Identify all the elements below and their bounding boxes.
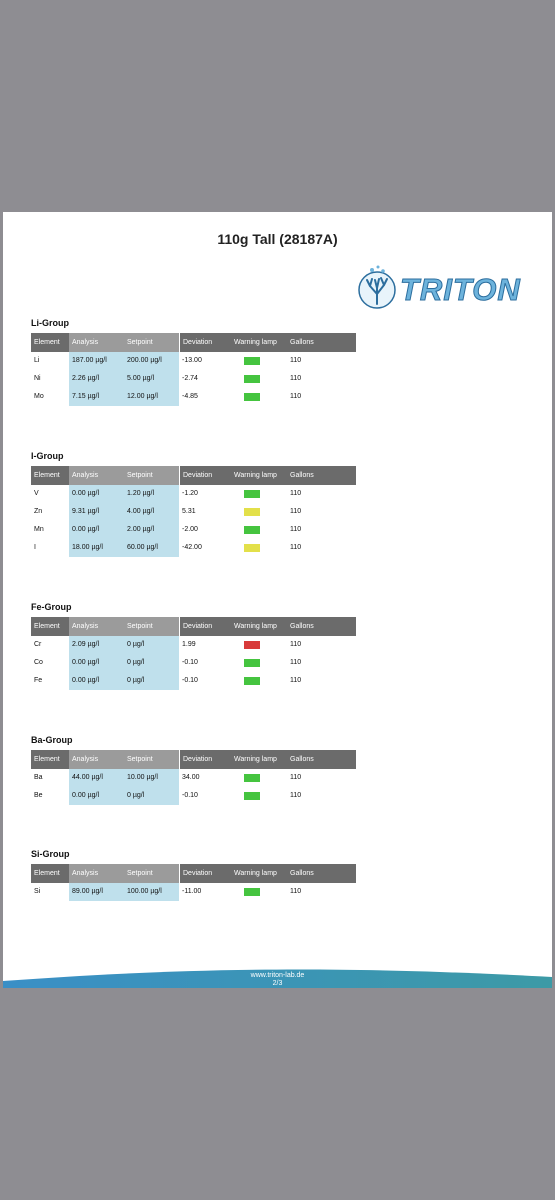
analysis-cell: 9.31 µg/l (69, 503, 124, 521)
deviation-cell: -11.00 (182, 888, 202, 895)
group-li-group (31, 317, 356, 406)
column-header: Setpoint (124, 466, 179, 485)
analysis-cell: 7.15 µg/l (69, 388, 124, 406)
column-header: Deviation (179, 750, 231, 769)
element-cell: Ni (34, 375, 41, 382)
element-cell: Li (34, 357, 40, 364)
column-header: Deviation (179, 466, 231, 485)
gallons-cell: 110 (290, 375, 302, 382)
column-header: Analysis (69, 333, 124, 352)
warning-lamp-cell (231, 352, 287, 370)
column-header: Analysis (69, 466, 124, 485)
warning-lamp-red (244, 641, 260, 649)
element-cell: Mn (34, 526, 44, 533)
table-row (31, 672, 356, 690)
analysis-cell: 44.00 µg/l (69, 769, 124, 787)
table-row (31, 636, 356, 654)
triton-logo (356, 264, 521, 310)
table-row (31, 370, 356, 388)
column-header: Element (31, 466, 69, 485)
column-header: Analysis (69, 617, 124, 636)
group-title: Fe-Group (31, 602, 72, 612)
table-row (31, 388, 356, 406)
column-header: Warning lamp (231, 466, 287, 485)
column-header: Element (31, 333, 69, 352)
deviation-cell: -42.00 (182, 544, 202, 551)
analysis-cell: 0.00 µg/l (69, 672, 124, 690)
setpoint-cell: 200.00 µg/l (124, 352, 179, 370)
column-header: Gallons (287, 750, 356, 769)
warning-lamp-cell (231, 672, 287, 690)
table-row (31, 503, 356, 521)
table-row (31, 352, 356, 370)
deviation-cell: -0.10 (182, 659, 198, 666)
deviation-cell: -4.85 (182, 393, 198, 400)
group-title: Ba-Group (31, 735, 73, 745)
column-header: Setpoint (124, 750, 179, 769)
element-cell: Be (34, 792, 43, 799)
element-cell: Mo (34, 393, 44, 400)
column-header: Warning lamp (231, 864, 287, 883)
gallons-cell: 110 (290, 357, 302, 364)
setpoint-cell: 0 µg/l (124, 654, 179, 672)
setpoint-cell: 10.00 µg/l (124, 769, 179, 787)
warning-lamp-cell (231, 521, 287, 539)
group-i-group (31, 450, 356, 557)
group-fe-group (31, 601, 356, 690)
column-header: Deviation (179, 333, 231, 352)
deviation-cell: -0.10 (182, 792, 198, 799)
setpoint-cell: 0 µg/l (124, 636, 179, 654)
element-cell: Cr (34, 641, 42, 648)
analysis-cell: 2.09 µg/l (69, 636, 124, 654)
table-header (31, 617, 356, 636)
table-row (31, 485, 356, 503)
setpoint-cell: 60.00 µg/l (124, 539, 179, 557)
column-header: Element (31, 750, 69, 769)
table-row (31, 539, 356, 557)
setpoint-cell: 1.20 µg/l (124, 485, 179, 503)
analysis-cell: 89.00 µg/l (69, 883, 124, 901)
group-title: I-Group (31, 451, 64, 461)
element-cell: Ba (34, 774, 43, 781)
table-header (31, 750, 356, 769)
analysis-cell: 2.26 µg/l (69, 370, 124, 388)
column-header: Deviation (179, 864, 231, 883)
gallons-cell: 110 (290, 544, 302, 551)
deviation-cell: 5.31 (182, 508, 196, 515)
warning-lamp-green (244, 659, 260, 667)
column-header: Analysis (69, 864, 124, 883)
gallons-cell: 110 (290, 677, 302, 684)
column-header: Gallons (287, 864, 356, 883)
analysis-cell: 187.00 µg/l (69, 352, 124, 370)
footer-page-number: 2/3 (272, 980, 283, 987)
warning-lamp-yellow (244, 544, 260, 552)
setpoint-cell: 5.00 µg/l (124, 370, 179, 388)
deviation-cell: 34.00 (182, 774, 200, 781)
table-header (31, 333, 356, 352)
column-header: Warning lamp (231, 333, 287, 352)
table-row (31, 521, 356, 539)
gallons-cell: 110 (290, 792, 302, 799)
analysis-cell: 0.00 µg/l (69, 787, 124, 805)
analysis-cell: 0.00 µg/l (69, 485, 124, 503)
element-cell: Co (34, 659, 43, 666)
column-header: Setpoint (124, 864, 179, 883)
deviation-cell: -13.00 (182, 357, 202, 364)
setpoint-cell: 100.00 µg/l (124, 883, 179, 901)
setpoint-cell: 2.00 µg/l (124, 521, 179, 539)
group-title: Li-Group (31, 318, 69, 328)
warning-lamp-cell (231, 388, 287, 406)
setpoint-cell: 0 µg/l (124, 787, 179, 805)
deviation-cell: -0.10 (182, 677, 198, 684)
gallons-cell: 110 (290, 774, 302, 781)
element-cell: Zn (34, 508, 43, 515)
warning-lamp-green (244, 490, 260, 498)
element-cell: V (34, 490, 39, 497)
deviation-cell: -1.20 (182, 490, 198, 497)
logo-wordmark: TRITON (400, 272, 521, 307)
gallons-cell: 110 (290, 393, 302, 400)
column-header: Element (31, 617, 69, 636)
table-row (31, 769, 356, 787)
column-header: Warning lamp (231, 750, 287, 769)
gallons-cell: 110 (290, 508, 302, 515)
warning-lamp-green (244, 677, 260, 685)
warning-lamp-green (244, 792, 260, 800)
group-si-group (31, 848, 356, 901)
warning-lamp-cell (231, 370, 287, 388)
warning-lamp-green (244, 888, 260, 896)
column-header: Setpoint (124, 617, 179, 636)
analysis-cell: 0.00 µg/l (69, 654, 124, 672)
element-cell: Si (34, 888, 41, 895)
warning-lamp-green (244, 774, 260, 782)
setpoint-cell: 0 µg/l (124, 672, 179, 690)
warning-lamp-green (244, 393, 260, 401)
gallons-cell: 110 (290, 641, 302, 648)
column-header: Gallons (287, 333, 356, 352)
warning-lamp-cell (231, 539, 287, 557)
gallons-cell: 110 (290, 888, 302, 895)
warning-lamp-cell (231, 769, 287, 787)
warning-lamp-cell (231, 503, 287, 521)
footer-url[interactable]: www.triton-lab.de (250, 972, 305, 979)
deviation-cell: -2.74 (182, 375, 198, 382)
table-header (31, 864, 356, 883)
report-page (3, 212, 552, 988)
deviation-cell: 1.99 (182, 641, 196, 648)
warning-lamp-cell (231, 787, 287, 805)
element-cell: Fe (34, 677, 43, 684)
deviation-cell: -2.00 (182, 526, 198, 533)
group-title: Si-Group (31, 849, 70, 859)
table-row (31, 654, 356, 672)
warning-lamp-green (244, 526, 260, 534)
table-row (31, 787, 356, 805)
column-header: Element (31, 864, 69, 883)
warning-lamp-green (244, 375, 260, 383)
analysis-cell: 0.00 µg/l (69, 521, 124, 539)
setpoint-cell: 12.00 µg/l (124, 388, 179, 406)
warning-lamp-yellow (244, 508, 260, 516)
group-ba-group (31, 734, 356, 805)
element-cell: I (34, 544, 36, 551)
column-header: Analysis (69, 750, 124, 769)
setpoint-cell: 4.00 µg/l (124, 503, 179, 521)
column-header: Deviation (179, 617, 231, 636)
warning-lamp-cell (231, 654, 287, 672)
warning-lamp-cell (231, 636, 287, 654)
gallons-cell: 110 (290, 490, 302, 497)
analysis-cell: 18.00 µg/l (69, 539, 124, 557)
table-header (31, 466, 356, 485)
column-header: Setpoint (124, 333, 179, 352)
gallons-cell: 110 (290, 659, 302, 666)
column-header: Gallons (287, 617, 356, 636)
report-title: 110g Tall (28187A) (217, 231, 338, 247)
table-row (31, 883, 356, 901)
coral-logo-icon (356, 264, 398, 310)
warning-lamp-cell (231, 883, 287, 901)
column-header: Gallons (287, 466, 356, 485)
column-header: Warning lamp (231, 617, 287, 636)
gallons-cell: 110 (290, 526, 302, 533)
warning-lamp-cell (231, 485, 287, 503)
warning-lamp-green (244, 357, 260, 365)
